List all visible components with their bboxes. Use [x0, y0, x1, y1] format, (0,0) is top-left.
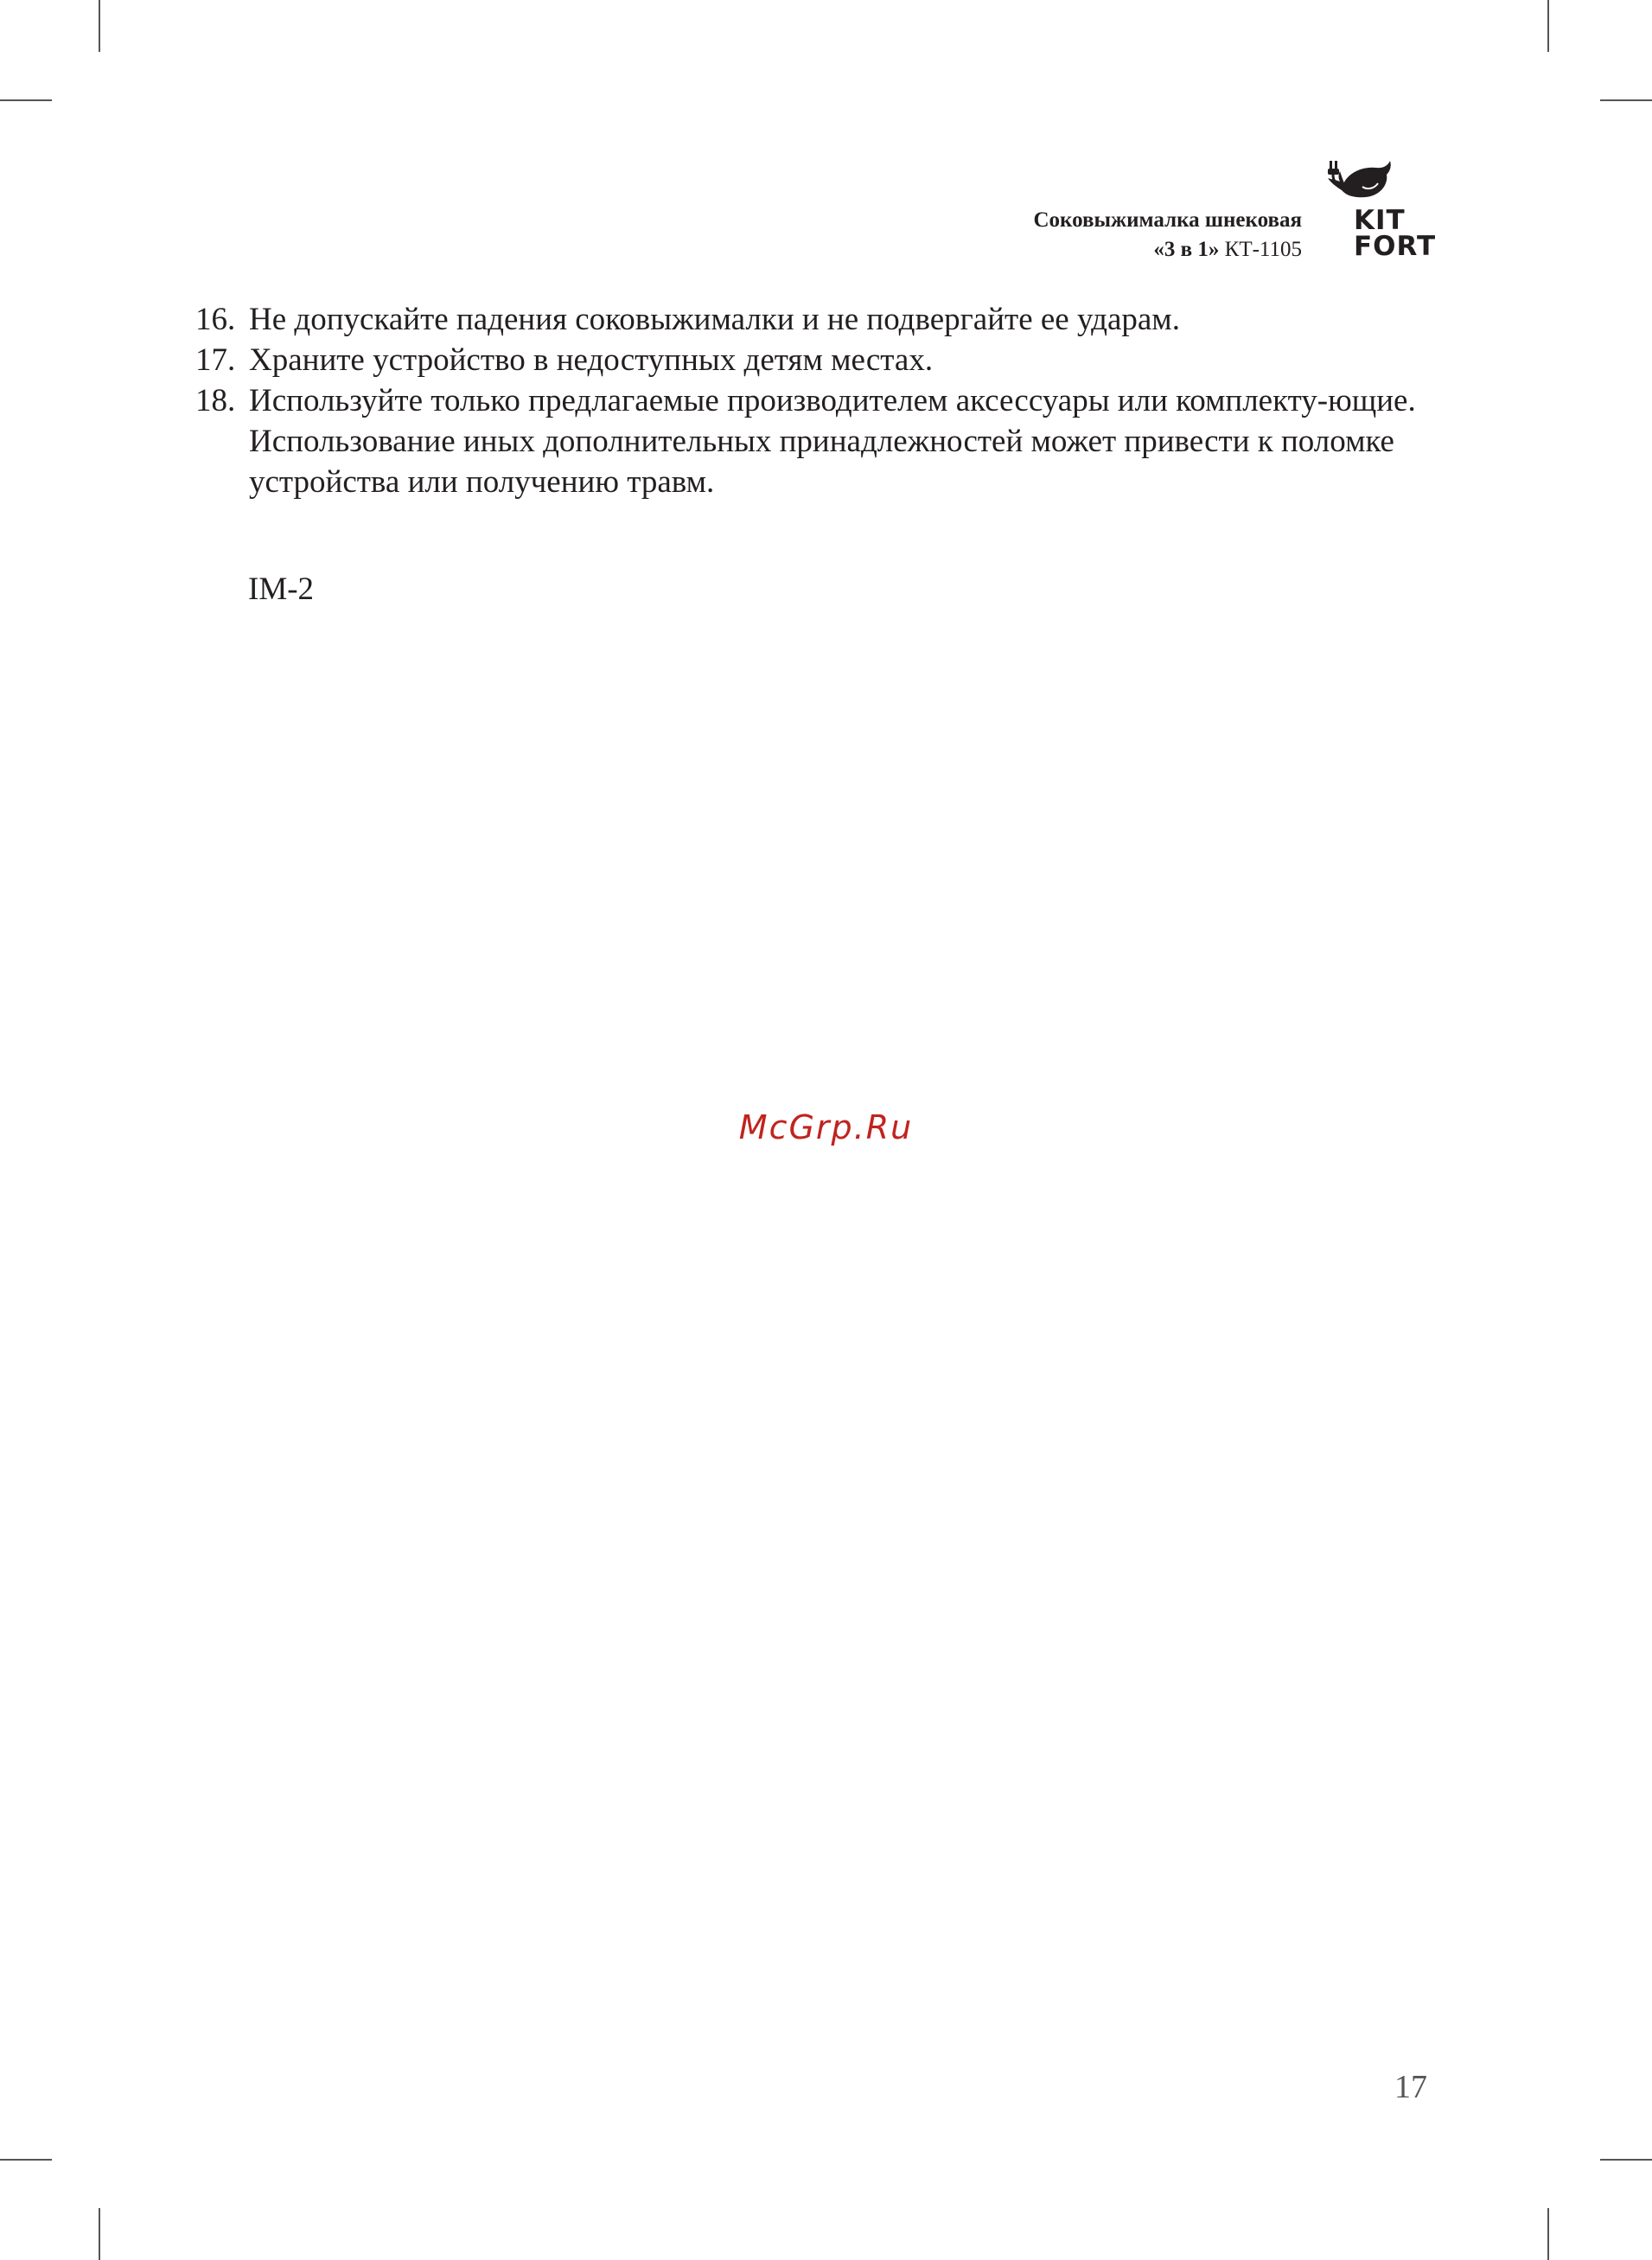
crop-mark: [0, 99, 52, 101]
list-item-number: 16.: [195, 302, 236, 337]
header-model-rest: КТ-1105: [1219, 238, 1302, 261]
list-item-text: Не допускайте падения соковыжималки и не подвергайте ее ударам.: [249, 302, 1180, 337]
crop-mark: [1547, 0, 1549, 52]
brand-logo: [1354, 205, 1437, 262]
list-item-text: Используйте только предлагаемые производителем аксессуары или комплекту-ющие. Использование иных дополнительных принадлежностей может привести к поломке устройства или получению травм.: [249, 383, 1416, 500]
crop-mark: [1600, 2159, 1652, 2161]
safety-instructions-list: [195, 299, 1440, 502]
list-item: [195, 380, 1440, 502]
list-item-text: Храните устройство в недоступных детям местах.: [249, 342, 934, 378]
list-item: [195, 299, 1440, 340]
list-item-number: 17.: [195, 342, 236, 378]
section-code: IM-2: [248, 571, 315, 607]
running-header: [1033, 206, 1302, 265]
list-item: [195, 340, 1440, 380]
crop-mark: [99, 0, 100, 52]
crop-mark: [0, 2159, 52, 2161]
header-model-bold: «3 в 1»: [1153, 238, 1220, 261]
header-model: [1033, 235, 1302, 265]
page-number: 17: [1394, 2069, 1427, 2105]
logo-line1: KIT: [1354, 205, 1406, 236]
crop-mark: [1600, 99, 1652, 101]
watermark: McGrp.Ru: [738, 1108, 914, 1146]
crop-mark: [1547, 2208, 1549, 2260]
crop-mark: [99, 2208, 100, 2260]
logo-line2: FORT: [1354, 231, 1437, 262]
list-item-number: 18.: [195, 383, 236, 418]
header-product-name: Соковыжималка шнековая: [1033, 208, 1302, 232]
